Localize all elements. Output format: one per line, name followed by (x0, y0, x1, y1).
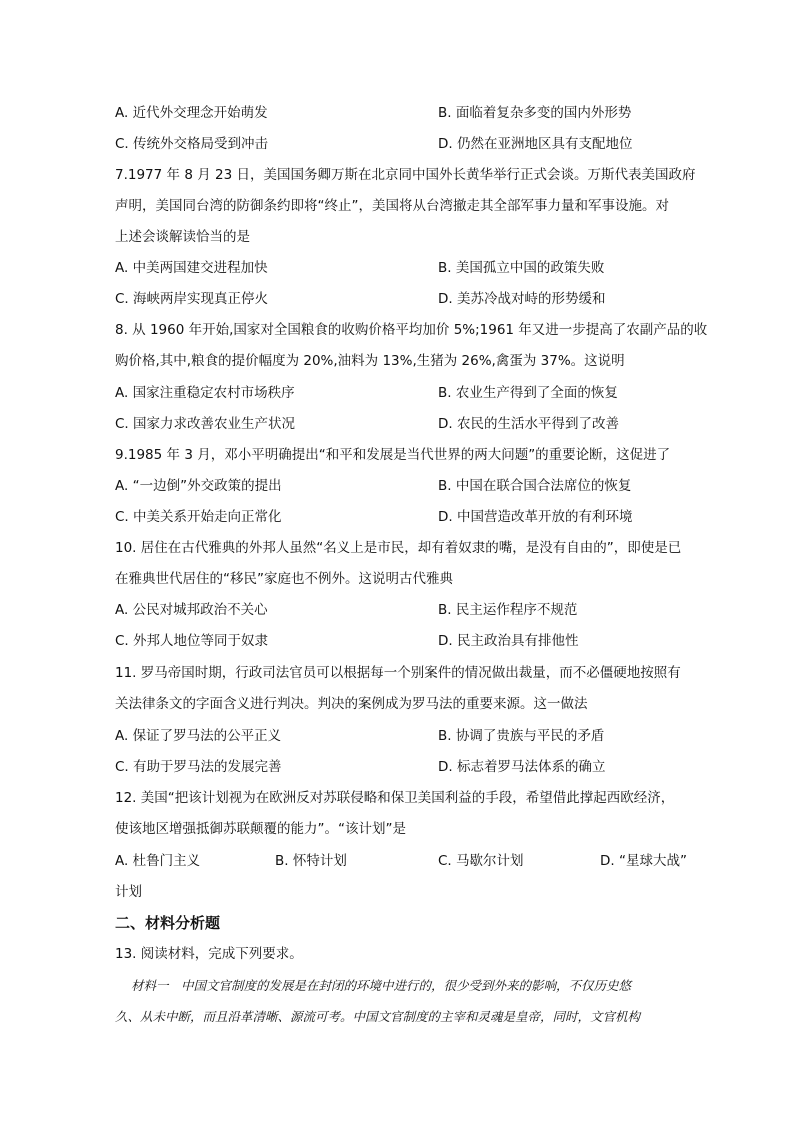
q8-stem-line-2: 购价格,其中,粮食的提价幅度为 20%,油料为 13%,生猪为 26%,禽蛋为 37%。这说明 (115, 353, 625, 369)
q12-option-d: D. “星球大战” (600, 853, 687, 869)
q11-stem-line-2: 关法律条文的字面含义进行判决。判决的案例成为罗马法的重要来源。这一做法 (115, 696, 588, 712)
q8-stem-line-1: 8. 从 1960 年开始,国家对全国粮食的收购价格平均加价 5%;1961 年又进一步提高了农副产品的收 (115, 322, 708, 338)
q9-stem-line-1: 9.1985 年 3 月，邓小平明确提出“和平和发展是当代世界的两大问题”的重要论断，这促进了 (115, 447, 671, 463)
q12-stem-line-1: 12. 美国“把该计划视为在欧洲反对苏联侵略和保卫美国利益的手段，希望借此撑起西欧经济， (115, 790, 675, 806)
q8-option-a: A. 国家注重稳定农村市场秩序 (115, 385, 295, 401)
q9-option-b: B. 中国在联合国合法席位的恢复 (438, 478, 632, 494)
q8-option-b: B. 农业生产得到了全面的恢复 (438, 385, 618, 401)
material-line-2: 久、从未中断，而且沿革清晰、源流可考。中国文官制度的主宰和灵魂是皇帝，同时，文官机构 (115, 1009, 641, 1024)
q7-option-d: D. 美苏冷战对峙的形势缓和 (438, 291, 606, 307)
q12-option-b: B. 怀特计划 (275, 853, 347, 869)
q6-option-c: C. 传统外交格局受到冲击 (115, 136, 269, 152)
q10-option-d: D. 民主政治具有排他性 (438, 633, 579, 649)
q10-option-a: A. 公民对城邦政治不关心 (115, 602, 268, 618)
q12-option-a: A. 杜鲁门主义 (115, 853, 201, 869)
q11-option-d: D. 标志着罗马法体系的确立 (438, 759, 606, 775)
q11-option-b: B. 协调了贵族与平民的矛盾 (438, 728, 605, 744)
q10-option-c: C. 外邦人地位等同于奴隶 (115, 633, 269, 649)
q9-option-c: C. 中美关系开始走向正常化 (115, 509, 282, 525)
q10-stem-line-2: 在雅典世代居住的“移民”家庭也不例外。这说明古代雅典 (115, 571, 453, 587)
q8-option-c: C. 国家力求改善农业生产状况 (115, 416, 296, 432)
q10-option-b: B. 民主运作程序不规范 (438, 602, 578, 618)
q13-stem: 13. 阅读材料，完成下列要求。 (115, 946, 303, 962)
q6-option-b: B. 面临着复杂多变的国内外形势 (438, 105, 632, 121)
section-heading: 二、材料分析题 (115, 914, 221, 932)
q12-stem-line-2: 使该地区增强抵御苏联颠覆的能力”。“该计划”是 (115, 821, 406, 837)
q12-option-c: C. 马歇尔计划 (438, 853, 524, 869)
q6-option-a: A. 近代外交理念开始萌发 (115, 105, 268, 121)
q11-option-a: A. 保证了罗马法的公平正义 (115, 728, 282, 744)
q11-stem-line-1: 11. 罗马帝国时期，行政司法官员可以根据每一个别案件的情况做出裁量，而不必僵硬地按照有 (115, 665, 681, 681)
material-line-1: 材料一 中国文官制度的发展是在封闭的环境中进行的，很少受到外来的影响，不仅历史悠 (131, 978, 632, 993)
q7-stem-line-3: 上述会谈解读恰当的是 (115, 229, 250, 245)
q10-stem-line-1: 10. 居住在古代雅典的外邦人虽然“名义上是市民，却有着奴隶的嘴，是没有自由的”，即使是已 (115, 540, 682, 556)
q7-stem-line-1: 7.1977 年 8 月 23 日，美国国务卿万斯在北京同中国外长黄华举行正式会谈。万斯代表美国政府 (115, 167, 696, 183)
q7-option-c: C. 海峡两岸实现真正停火 (115, 291, 269, 307)
q9-option-a: A. “一边倒”外交政策的提出 (115, 478, 282, 494)
q12-option-d-continuation: 计划 (115, 884, 142, 900)
q7-stem-line-2: 声明，美国同台湾的防御条约即将“终止”，美国将从台湾撤走其全部军事力量和军事设施。对 (115, 198, 669, 214)
q11-option-c: C. 有助于罗马法的发展完善 (115, 759, 282, 775)
q9-option-d: D. 中国营造改革开放的有利环境 (438, 509, 633, 525)
q8-option-d: D. 农民的生活水平得到了改善 (438, 416, 619, 432)
q7-option-a: A. 中美两国建交进程加快 (115, 260, 268, 276)
q6-option-d: D. 仍然在亚洲地区具有支配地位 (438, 136, 633, 152)
q7-option-b: B. 美国孤立中国的政策失败 (438, 260, 605, 276)
